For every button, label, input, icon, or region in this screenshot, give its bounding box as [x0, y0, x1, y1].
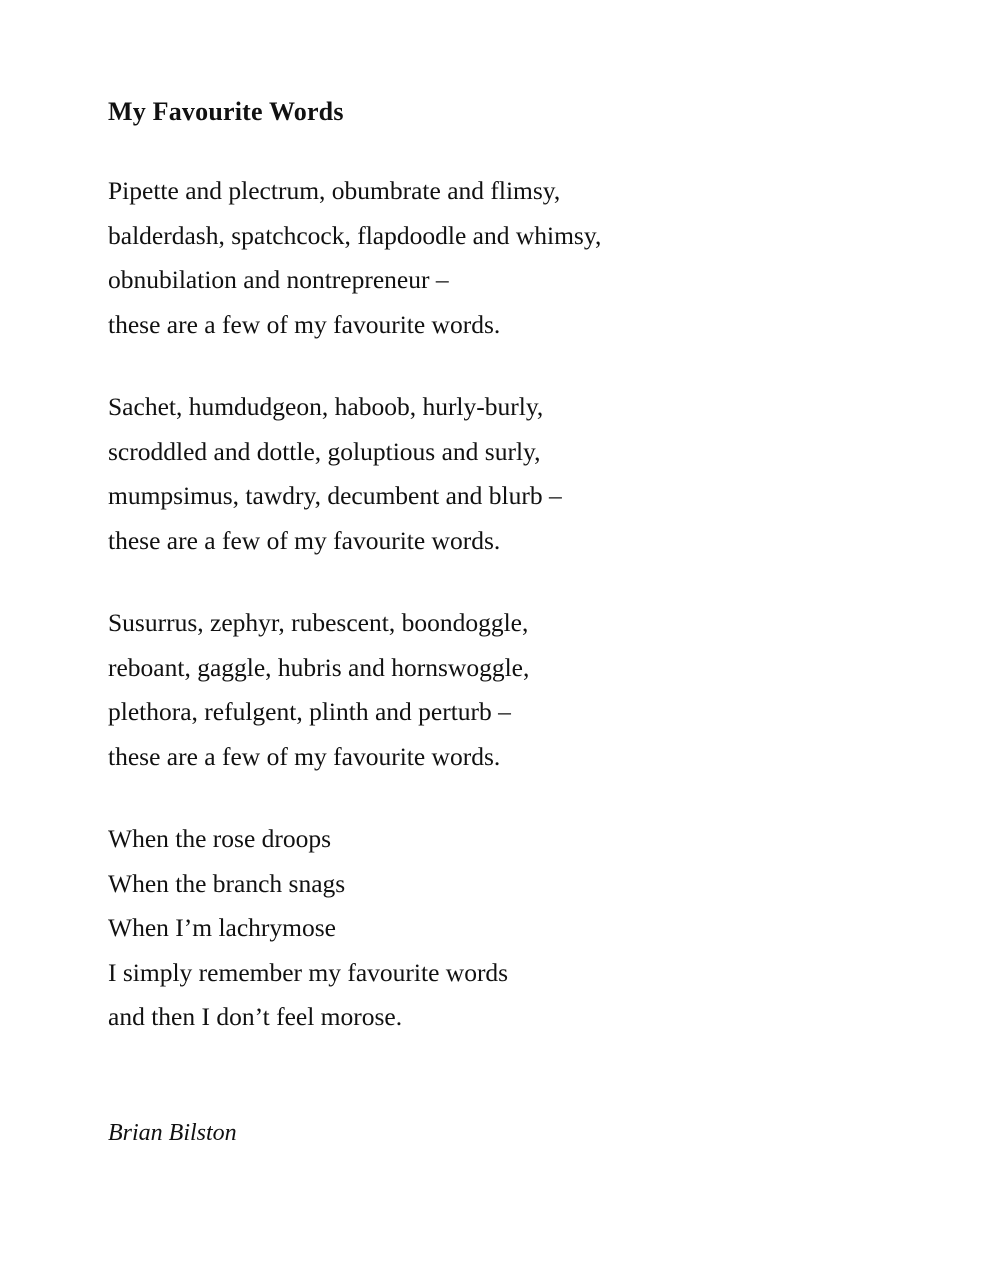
- poem-line: reboant, gaggle, hubris and hornswoggle,: [108, 652, 530, 682]
- poem-line: Pipette and plectrum, obumbrate and flimsy,: [108, 176, 561, 206]
- poem-line: I simply remember my favourite words: [108, 957, 509, 987]
- stanza-3: [108, 601, 886, 779]
- poem-line: balderdash, spatchcock, flapdoodle and whimsy,: [108, 220, 602, 250]
- poem-line: plethora, refulgent, plinth and perturb –: [108, 697, 511, 727]
- stanza-2: [108, 385, 886, 563]
- poem-line: and then I don’t feel morose.: [108, 1002, 403, 1032]
- page-title: My Favourite Words: [108, 97, 344, 126]
- poem-line: When the branch snags: [108, 868, 346, 898]
- poem-line: When I’m lachrymose: [108, 913, 336, 943]
- poem-line: these are a few of my favourite words.: [108, 525, 501, 555]
- author-byline: Brian Bilston: [108, 1119, 237, 1146]
- poem-line: Susurrus, zephyr, rubescent, boondoggle,: [108, 608, 529, 638]
- poem-line: scroddled and dottle, goluptious and surly,: [108, 436, 541, 466]
- stanza-1: [108, 169, 886, 347]
- poem-line: obnubilation and nontrepreneur –: [108, 265, 449, 295]
- poem-line: these are a few of my favourite words.: [108, 741, 501, 771]
- poem-line: Sachet, humdudgeon, haboob, hurly-burly,: [108, 392, 544, 422]
- stanza-4: [108, 817, 886, 1040]
- poem-line: these are a few of my favourite words.: [108, 309, 501, 339]
- poem-line: When the rose droops: [108, 824, 332, 854]
- poem-line: mumpsimus, tawdry, decumbent and blurb –: [108, 481, 562, 511]
